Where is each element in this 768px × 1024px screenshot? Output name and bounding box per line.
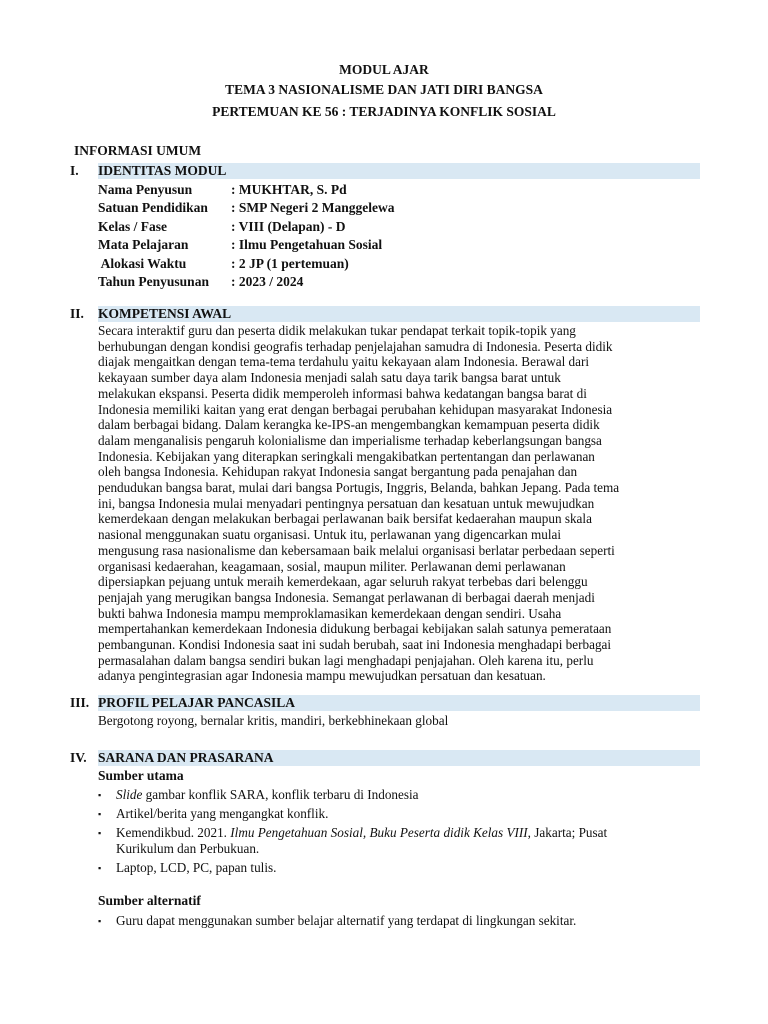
- section-number: IV.: [70, 750, 87, 765]
- section-number: I.: [70, 163, 79, 178]
- kompetensi-line: adanya pengintegrasian agar Indonesia mampu mewujudkan persatuan dan kesatuan.: [98, 668, 546, 684]
- module-title: MODUL AJAR: [339, 62, 429, 77]
- identitas-key: Tahun Penyusunan: [98, 273, 209, 289]
- kompetensi-line: oleh bangsa Indonesia. Kehidupan rakyat Indonesia sangat bergantung pada penajahan dan: [98, 464, 578, 480]
- item-text: Laptop, LCD, PC, papan tulis.: [116, 860, 277, 875]
- theme-title: TEMA 3 NASIONALISME DAN JATI DIRI BANGSA: [225, 82, 543, 97]
- kompetensi-line: dipersiapkan pejuang untuk meraih kemerdekaan, agar seluruh rakyat terbebas dari belenggu: [98, 574, 588, 590]
- identitas-key: Nama Penyusun: [98, 182, 193, 197]
- identitas-key: Alokasi Waktu: [98, 255, 187, 271]
- identitas-key: Satuan Pendidikan: [98, 200, 208, 216]
- section-title: SARANA DAN PRASARANA: [98, 750, 274, 765]
- meeting-title: PERTEMUAN KE 56 : TERJADINYA KONFLIK SOSIAL: [212, 104, 556, 119]
- section-title: IDENTITAS MODUL: [98, 163, 227, 178]
- list-item: [98, 913, 702, 929]
- kompetensi-line: mempertahankan kemerdekaan Indonesia didukung berbagai kebijakan salah satunya pemerataan: [98, 621, 612, 637]
- kompetensi-line: permasalahan dalam bangsa sendiri bukan lagi menghadapi penjajahan. Oleh karena itu, perlu: [98, 652, 594, 668]
- list-item: [98, 860, 702, 876]
- kompetensi-line: kekayaan sumber daya alam Indonesia menjadi salah satu daya tarik bangsa barat untuk: [98, 370, 561, 386]
- profil-line: Bergotong royong, bernalar kritis, mandiri, berkebhinekaan global: [98, 713, 449, 728]
- section-identitas-heading: [70, 163, 700, 179]
- section-title-bar: [98, 750, 700, 766]
- kompetensi-line: dalam berbagai bidang. Dalam kerangka ke-IPS-an mengembangkan kemampuan peserta didik: [98, 417, 600, 433]
- list-item: [98, 806, 702, 822]
- kompetensi-line: pembangunan. Kondisi Indonesia saat ini sudah berubah, saat ini Indonesia menghadapi berbagai: [98, 637, 612, 653]
- identitas-value: : VIII (Delapan) - D: [231, 218, 346, 234]
- identitas-value: : 2023 / 2024: [231, 273, 304, 289]
- kompetensi-line: diajak mengaitkan dengan tema-tema terdahulu yaitu kekayaan alam Indonesia. Berawal dari: [98, 354, 590, 370]
- identitas-value: : 2 JP (1 pertemuan): [231, 255, 349, 271]
- sumber-alternatif-heading: Sumber alternatif: [98, 893, 201, 908]
- item-text: Kemendikbud. 2021.: [116, 825, 231, 840]
- section-number: II.: [70, 306, 84, 321]
- bullet-icon: ▪: [98, 809, 102, 819]
- item-italic-text: Ilmu Pengetahuan Sosial, Buku Peserta didik Kelas VIII: [230, 825, 528, 840]
- section-number: III.: [70, 695, 90, 710]
- kompetensi-paragraph: [98, 323, 702, 684]
- section-sarana-heading: [70, 750, 700, 766]
- section-profil-heading: [70, 695, 700, 711]
- kompetensi-line: berhubungan dengan kondisi geografis terhadap penjelajahan samudra di Indonesia. Peserta didik: [98, 338, 613, 354]
- identitas-value: : SMP Negeri 2 Manggelewa: [231, 200, 395, 216]
- kompetensi-line: Secara interaktif guru dan peserta didik melakukan tukar pendapat terkait topik-topik yang: [98, 323, 576, 338]
- bullet-icon: ▪: [98, 863, 102, 873]
- identitas-key: Mata Pelajaran: [98, 237, 189, 253]
- item-italic-text: Slide: [116, 787, 143, 802]
- identitas-value: : MUKHTAR, S. Pd: [231, 182, 347, 197]
- kompetensi-line: kemerdekaan dengan melakukan berbagai perlawanan baik bersifat kedaerahan maupun skala: [98, 511, 592, 527]
- bullet-icon: ▪: [98, 916, 102, 926]
- sumber-utama-list: [98, 787, 702, 879]
- kompetensi-line: ini, bangsa Indonesia mulai menyadari pentingnya persatuan dan kesatuan untuk mewujudkan: [98, 495, 595, 511]
- section-title: KOMPETENSI AWAL: [98, 306, 232, 321]
- kompetensi-line: pendudukan bangsa barat, mulai dari bangsa Portugis, Inggris, Belanda, bahkan Jepang. Pada tema: [98, 480, 620, 496]
- section-title: PROFIL PELAJAR PANCASILA: [98, 695, 296, 710]
- identitas-value: : Ilmu Pengetahuan Sosial: [231, 237, 383, 253]
- item-text: Guru dapat menggunakan sumber belajar alternatif yang terdapat di lingkungan sekitar.: [116, 913, 577, 928]
- kompetensi-line: bukti bahwa Indonesia mampu memproklamasikan kemerdekaan dengan sendiri. Usaha: [98, 605, 562, 621]
- sumber-utama-heading: Sumber utama: [98, 768, 184, 783]
- kompetensi-line: melakukan ekspansi. Peserta didik memperoleh informasi bahwa kedatangan bangsa barat di: [98, 385, 587, 401]
- bullet-icon: ▪: [98, 790, 102, 800]
- section-title-bar: [98, 163, 700, 179]
- general-info-heading: INFORMASI UMUM: [74, 143, 202, 158]
- item-text: Artikel/berita yang mengangkat konflik.: [116, 806, 329, 821]
- section-title-bar: [98, 306, 700, 322]
- kompetensi-line: organisasi kedaerahan, keagamaan, sosial, maupun militer. Perlawanan demi perlawanan: [98, 558, 566, 574]
- kompetensi-line: mengusung rasa nasionalisme dan kebersamaan baik melalui organisasi berlatar perbedaan seperti: [98, 542, 615, 558]
- section-title-bar: [98, 695, 700, 711]
- list-item: [98, 787, 702, 803]
- list-item: [98, 825, 702, 857]
- section-kompetensi-heading: [70, 306, 700, 322]
- kompetensi-line: Indonesia memiliki kaitan yang erat dengan berbagai perubahan kehidupan masyarakat Indonesia: [98, 401, 613, 417]
- kompetensi-line: dalam menganalisis pengaruh kolonialisme dan imperialisme terhadap keberlangsungan bangsa: [98, 432, 602, 448]
- item-text: Kurikulum dan Perbukuan.: [116, 841, 260, 856]
- kompetensi-line: nasional menggunakan suatu organisasi. Untuk itu, perlawanan yang digencarkan mulai: [98, 527, 562, 543]
- sumber-alternatif-list: [98, 913, 702, 932]
- kompetensi-line: penjajah yang merugikan bangsa Indonesia. Semangat perlawanan di berbagai daerah menjadi: [98, 589, 595, 605]
- item-text: gambar konflik SARA, konflik terbaru di Indonesia: [142, 787, 419, 802]
- profil-text: [98, 713, 702, 729]
- bullet-icon: ▪: [98, 828, 102, 838]
- identitas-key: Kelas / Fase: [98, 218, 167, 234]
- item-text: , Jakarta; Pusat: [527, 825, 608, 840]
- kompetensi-line: Indonesia. Kebijakan yang diterapkan seringkali mengakibatkan pertentangan dan perlawanan: [98, 448, 595, 464]
